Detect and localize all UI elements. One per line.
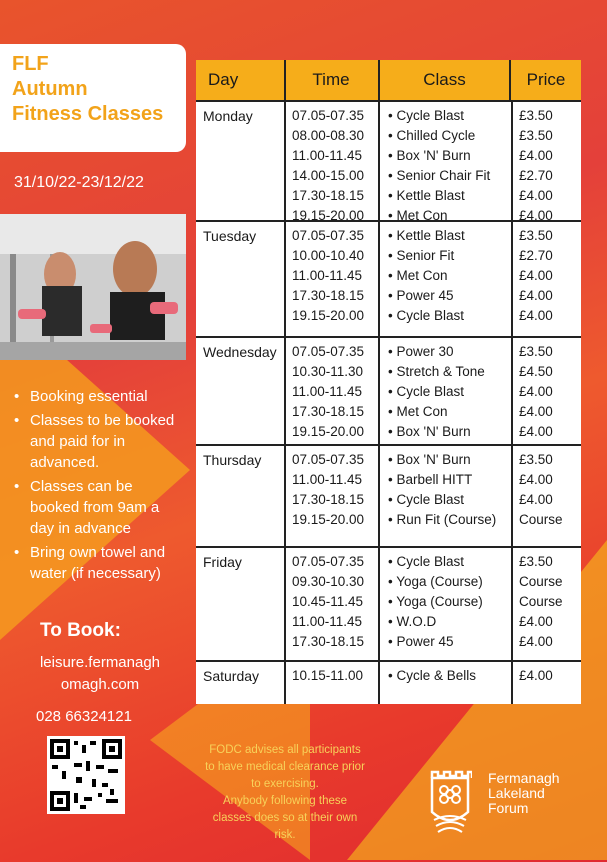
time-cell — [284, 446, 378, 546]
price-entry: £4.00 — [519, 634, 553, 649]
disclaimer-line: FODC advises all participants — [209, 744, 361, 756]
bullet-item: • Booking essential — [14, 388, 148, 405]
time-entry: 07.05-07.35 — [292, 554, 365, 569]
time-entry: 19.15-20.00 — [292, 208, 365, 223]
disclaimer-line: Anybody following these — [222, 795, 348, 807]
time-entry: 19.15-20.00 — [292, 308, 365, 323]
class-cell — [378, 102, 511, 223]
price-entry: £3.50 — [519, 128, 553, 143]
price-entry: Course — [519, 594, 563, 609]
day-cell — [196, 338, 284, 444]
class-entry: • Run Fit (Course) — [388, 512, 497, 527]
class-entry: • Senior Fit — [388, 248, 455, 263]
booking-heading: To Book: — [40, 620, 121, 641]
day-label: Wednesday — [203, 344, 277, 360]
timetable — [196, 60, 581, 704]
price-entry: £4.00 — [519, 668, 553, 683]
price-entry: £4.00 — [519, 188, 553, 203]
timetable-header — [196, 60, 581, 100]
day-row — [196, 336, 581, 444]
time-entry: 07.05-07.35 — [292, 108, 365, 123]
price-entry: £4.00 — [519, 384, 553, 399]
price-cell — [511, 662, 581, 704]
price-cell — [511, 338, 581, 444]
price-entry: £3.50 — [519, 344, 553, 359]
header-price: Price — [526, 70, 566, 89]
class-entry: • Kettle Blast — [388, 188, 465, 203]
fitness-photo — [0, 214, 186, 360]
timetable-body — [196, 100, 581, 704]
bullet-text: booked from 9am a — [30, 499, 160, 516]
price-entry: £4.00 — [519, 208, 553, 223]
price-entry: £4.00 — [519, 268, 553, 283]
disclaimer-line: to have medical clearance prior — [205, 761, 365, 773]
time-entry: 10.45-11.45 — [292, 594, 364, 609]
class-entry: • Barbell HITT — [388, 472, 473, 487]
day-cell — [196, 662, 284, 704]
disclaimer-line: to exercising. — [251, 778, 319, 790]
day-row — [196, 546, 581, 660]
disclaimer-line: classes does so at their own — [212, 812, 358, 824]
class-entry: • Cycle Blast — [388, 308, 464, 323]
price-entry: Course — [519, 574, 563, 589]
bullet-text: and paid for in — [30, 433, 126, 450]
price-cell — [511, 446, 581, 546]
disclaimer-line: risk. — [274, 829, 296, 841]
day-row — [196, 100, 581, 223]
class-entry: • Senior Chair Fit — [388, 168, 491, 183]
price-entry: £4.00 — [519, 404, 553, 419]
time-cell — [284, 548, 378, 660]
time-entry: 10.00-10.40 — [292, 248, 365, 263]
class-cell — [378, 662, 511, 704]
day-label: Friday — [203, 554, 242, 570]
time-entry: 17.30-18.15 — [292, 188, 365, 203]
time-entry: 19.15-20.00 — [292, 424, 365, 439]
time-cell — [284, 662, 378, 704]
price-entry: £4.00 — [519, 308, 553, 323]
time-entry: 11.00-11.45 — [292, 268, 363, 283]
time-entry: 10.15-11.00 — [292, 668, 364, 683]
time-entry: 11.00-11.45 — [292, 472, 363, 487]
price-entry: £4.00 — [519, 492, 553, 507]
header-time: Time — [312, 70, 350, 89]
class-entry: • Yoga (Course) — [388, 574, 483, 589]
time-entry: 11.00-11.45 — [292, 614, 363, 629]
title-line: Fitness Classes — [12, 103, 164, 125]
logo-line: Forum — [488, 800, 529, 816]
class-entry: • Cycle & Bells — [388, 668, 477, 683]
header-divider — [509, 60, 511, 100]
class-entry: • Power 45 — [388, 288, 454, 303]
booking-website[interactable] — [18, 652, 182, 696]
logo-line: Fermanagh — [488, 770, 560, 786]
day-row — [196, 220, 581, 336]
class-entry: • Yoga (Course) — [388, 594, 483, 609]
time-entry: 17.30-18.15 — [292, 492, 365, 507]
class-entry: • Cycle Blast — [388, 492, 464, 507]
bullet-text: advanced. — [30, 454, 100, 471]
class-cell — [378, 222, 511, 336]
forum-logo-icon — [428, 768, 472, 838]
bullet-item: • Classes to be booked and paid for in advanced. — [14, 412, 175, 471]
day-label: Monday — [203, 108, 253, 124]
class-entry: • Box 'N' Burn — [388, 424, 471, 439]
time-entry: 08.00-08.30 — [292, 128, 365, 143]
header-divider — [378, 60, 380, 100]
price-entry: £3.50 — [519, 108, 553, 123]
day-label: Saturday — [203, 668, 260, 684]
booking-phone: 028 66324121 — [36, 708, 132, 725]
day-cell — [196, 548, 284, 660]
class-entry: • Kettle Blast — [388, 228, 465, 243]
price-cell — [511, 102, 581, 223]
price-entry: £4.00 — [519, 472, 553, 487]
qr-code — [47, 736, 125, 814]
day-label: Thursday — [203, 452, 262, 468]
bullet-item: • Classes can be booked from 9am a day in advance — [14, 478, 160, 537]
class-entry: • Chilled Cycle — [388, 128, 476, 143]
bullet-text: Classes can be — [30, 478, 133, 495]
time-cell — [284, 222, 378, 336]
price-cell — [511, 548, 581, 660]
class-entry: • Met Con — [388, 208, 448, 223]
class-entry: • Met Con — [388, 404, 448, 419]
day-label: Tuesday — [203, 228, 257, 244]
class-entry: • W.O.D — [388, 614, 437, 629]
time-entry: 14.00-15.00 — [292, 168, 365, 183]
price-entry: £4.00 — [519, 614, 553, 629]
class-entry: • Cycle Blast — [388, 554, 464, 569]
time-entry: 09.30-10.30 — [292, 574, 365, 589]
class-entry: • Box 'N' Burn — [388, 148, 471, 163]
price-entry: £2.70 — [519, 168, 553, 183]
info-bullets — [14, 386, 198, 587]
time-entry: 11.00-11.45 — [292, 148, 363, 163]
time-entry: 19.15-20.00 — [292, 512, 365, 527]
price-entry: £3.50 — [519, 554, 553, 569]
date-range: 31/10/22-23/12/22 — [14, 174, 144, 191]
time-cell — [284, 338, 378, 444]
price-entry: £4.50 — [519, 364, 553, 379]
header-class: Class — [423, 70, 466, 89]
website-line: leisure.fermanagh — [39, 654, 161, 671]
price-entry: £4.00 — [519, 424, 553, 439]
day-cell — [196, 446, 284, 546]
time-entry: 07.05-07.35 — [292, 452, 365, 467]
time-entry: 10.30-11.30 — [292, 364, 364, 379]
class-entry: • Cycle Blast — [388, 384, 464, 399]
class-cell — [378, 548, 511, 660]
class-entry: • Cycle Blast — [388, 108, 464, 123]
price-entry: £4.00 — [519, 148, 553, 163]
price-entry: £4.00 — [519, 288, 553, 303]
bullet-item: • Bring own towel and water (if necessary) — [14, 544, 166, 582]
day-cell — [196, 222, 284, 336]
time-entry: 17.30-18.15 — [292, 404, 365, 419]
time-entry: 17.30-18.15 — [292, 288, 365, 303]
time-entry: 07.05-07.35 — [292, 228, 365, 243]
bullet-text: Bring own towel and — [30, 544, 166, 561]
time-cell — [284, 102, 378, 223]
class-entry: • Power 45 — [388, 634, 454, 649]
website-line: omagh.com — [60, 676, 140, 693]
day-row — [196, 444, 581, 546]
class-entry: • Stretch & Tone — [388, 364, 485, 379]
price-entry: £3.50 — [519, 228, 553, 243]
title-line: FLF — [12, 53, 49, 75]
header-day: Day — [208, 70, 239, 89]
price-entry: £2.70 — [519, 248, 553, 263]
bullet-text: water (if necessary) — [30, 565, 161, 582]
time-entry: 07.05-07.35 — [292, 344, 365, 359]
class-entry: • Box 'N' Burn — [388, 452, 471, 467]
price-entry: £3.50 — [519, 452, 553, 467]
title-line: Autumn — [12, 78, 88, 100]
day-cell — [196, 102, 284, 220]
class-cell — [378, 338, 511, 444]
title-banner — [0, 44, 186, 152]
bullet-text: day in advance — [30, 520, 131, 537]
forum-logo-text — [488, 771, 560, 816]
price-entry: Course — [519, 512, 563, 527]
class-entry: • Met Con — [388, 268, 448, 283]
class-cell — [378, 446, 511, 546]
time-entry: 11.00-11.45 — [292, 384, 363, 399]
bullet-text: Classes to be booked — [30, 412, 175, 429]
time-entry: 17.30-18.15 — [292, 634, 365, 649]
day-row — [196, 660, 581, 704]
medical-disclaimer — [192, 742, 378, 844]
bullet-text: Booking essential — [30, 388, 148, 405]
price-cell — [511, 222, 581, 336]
logo-line: Lakeland — [488, 785, 545, 801]
class-entry: • Power 30 — [388, 344, 454, 359]
header-divider — [284, 60, 286, 100]
